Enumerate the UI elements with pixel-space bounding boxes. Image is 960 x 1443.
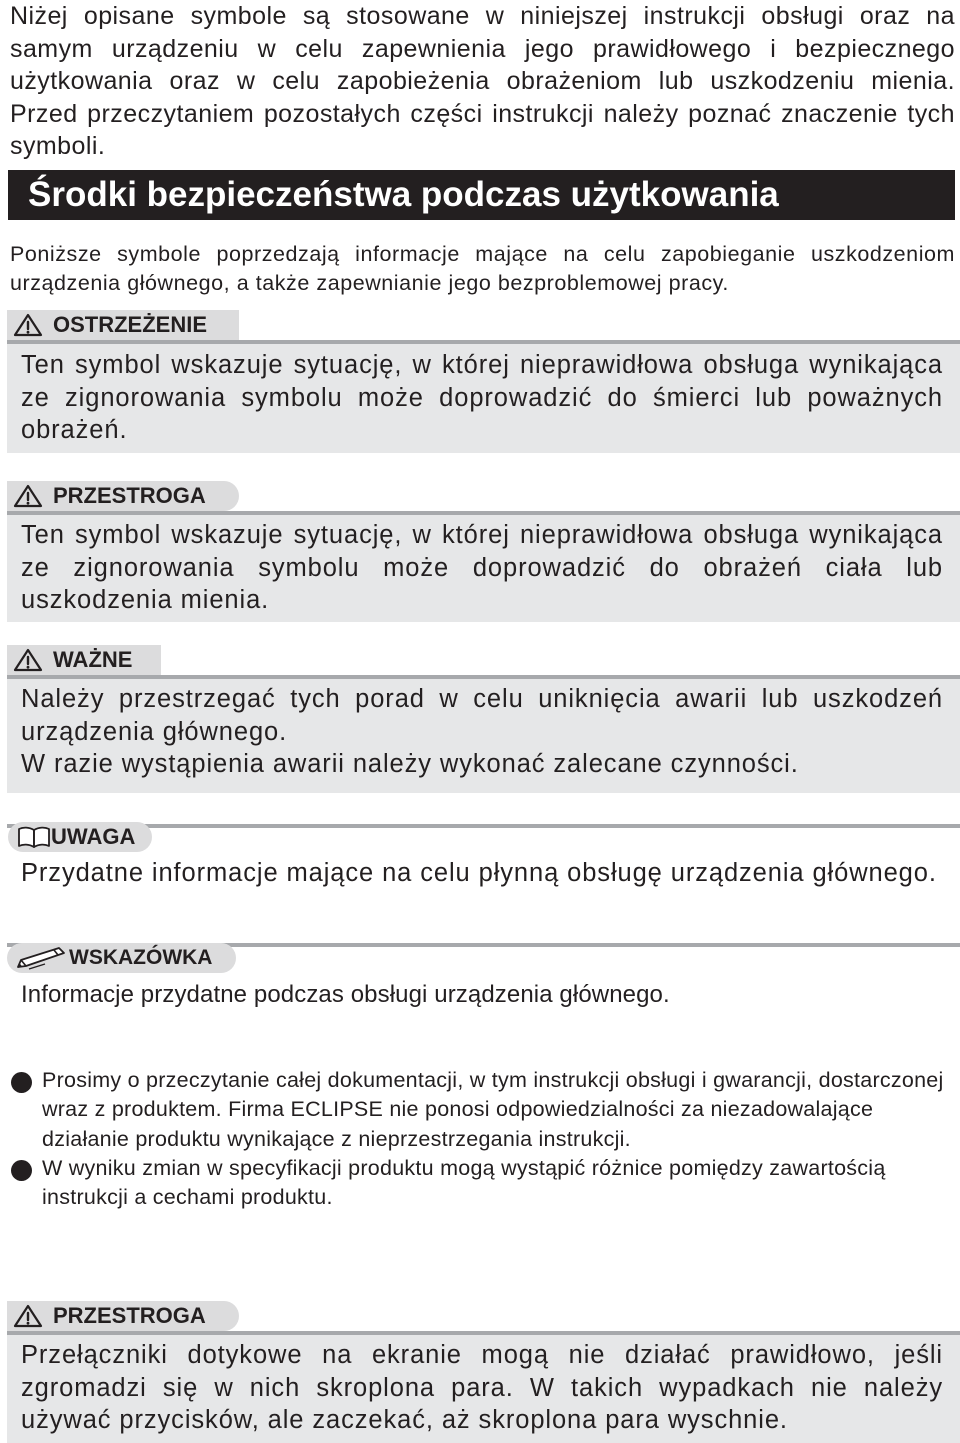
- caution-label: PRZESTROGA: [53, 483, 206, 508]
- warning-label: OSTRZEŻENIE: [53, 312, 208, 337]
- section-title: Środki bezpieczeństwa podczas użytkowania: [28, 175, 779, 214]
- important-text: [21, 683, 943, 781]
- warning-triangle-icon: [13, 1304, 43, 1328]
- bullet-dot-icon: [11, 1072, 32, 1093]
- list-item: [10, 1154, 955, 1213]
- final-caution-box: [7, 1335, 960, 1443]
- list-item: [10, 1066, 955, 1154]
- important-label-tag: [7, 645, 161, 675]
- bullet-dot-icon: [11, 1160, 32, 1181]
- caution-text: Ten symbol wskazuje sytuację, w której nieprawidłowa obsługa wynikająca ze zignorowania symbolu może doprowadzić do obrażeń ciała lub uszkodzenia mienia.: [21, 521, 943, 614]
- important-label: WAŻNE: [53, 647, 133, 672]
- bullet-text: W wyniku zmian w specyfikacji produktu mogą wystąpić różnice pomiędzy zawartością instrukcji a cechami produktu.: [42, 1155, 886, 1210]
- final-caution-label-tag: [7, 1301, 239, 1331]
- note-label: UWAGA: [51, 824, 136, 849]
- caution-box: [7, 515, 960, 622]
- important-line-2: W razie wystąpienia awarii należy wykonać zalecane czynności.: [21, 750, 799, 778]
- warning-text: Ten symbol wskazuje sytuację, w której nieprawidłowa obsługa wynikająca ze zignorowania symbolu może doprowadzić do śmierci lub poważnych obrażeń.: [21, 351, 943, 444]
- warning-label-tag: [7, 310, 239, 340]
- warning-triangle-icon: [13, 313, 43, 337]
- important-box: [7, 679, 960, 793]
- warning-box: [7, 344, 960, 453]
- warning-triangle-icon: [13, 484, 43, 508]
- caution-label-tag: [7, 481, 239, 511]
- tip-label: WSKAZÓWKA: [69, 946, 213, 969]
- tip-text: Informacje przydatne podczas obsługi urządzenia głównego.: [21, 981, 670, 1008]
- bullet-text: Prosimy o przeczytanie całej dokumentacji, w tym instrukcji obsługi i gwarancji, dostarczonej wraz z produktem. Firma ECLIPSE nie ponosi odpowiedzialności za niezadowalające działanie produktu wynikające z nieprzestrzegania instrukcji.: [42, 1068, 944, 1151]
- final-caution-text: Przełączniki dotykowe na ekranie mogą nie działać prawidłowo, jeśli zgromadzi się w nich skroplona para. W takich wypadkach nie należy używać przycisków, ale zaczekać, aż skroplona para wyschnie.: [21, 1341, 943, 1434]
- note-divider: [7, 824, 960, 828]
- section-description: Poniższe symbole poprzedzają informacje mające na celu zapobieganie uszkodzeniom urządzenia głównego, a także zapewnianie jego bezproblemowej pracy.: [10, 242, 955, 295]
- bullet-list: [10, 1066, 955, 1212]
- important-line-1: Należy przestrzegać tych porad w celu uniknięcia awarii lub uszkodzeń urządzenia głównego.: [21, 685, 943, 746]
- intro-paragraph: Niżej opisane symbole są stosowane w niniejszej instrukcji obsługi oraz na samym urządzeniu w celu zapewnienia jego prawidłowego i bezpiecznego użytkowania oraz w celu zapobieżenia obrażeniom lub uszkodzeniu mienia. Przed przeczytaniem pozostałych części instrukcji należy poznać znaczenie tych symboli.: [10, 2, 955, 160]
- note-label-tag: [8, 822, 152, 852]
- final-caution-label: PRZESTROGA: [53, 1303, 206, 1328]
- pencil-icon: [15, 945, 71, 971]
- section-title-bar: [8, 170, 955, 220]
- warning-triangle-icon: [13, 648, 43, 672]
- note-text: Przydatne informacje mające na celu płynną obsługę urządzenia głównego.: [21, 859, 937, 887]
- open-book-icon: [17, 826, 51, 848]
- tip-label-tag: [7, 943, 236, 973]
